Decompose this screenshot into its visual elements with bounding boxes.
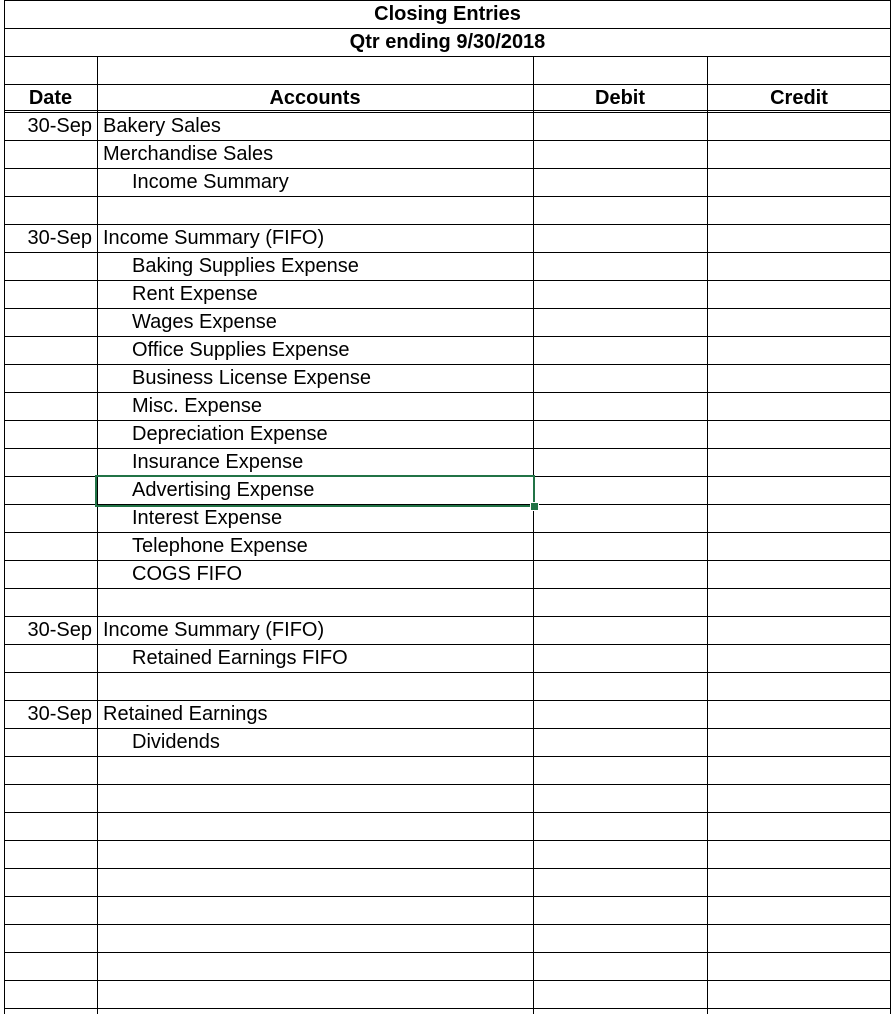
sheet-title: Closing Entries bbox=[374, 3, 521, 25]
table-row[interactable] bbox=[0, 560, 894, 588]
table-row[interactable] bbox=[0, 140, 894, 168]
table-row[interactable] bbox=[0, 448, 894, 476]
fill-handle[interactable] bbox=[530, 502, 539, 511]
grid-line-horizontal bbox=[4, 224, 891, 225]
table-row[interactable] bbox=[0, 392, 894, 420]
table-row[interactable] bbox=[0, 532, 894, 560]
grid-line-vertical bbox=[707, 56, 708, 1014]
table-row[interactable] bbox=[0, 588, 894, 616]
grid-line-horizontal bbox=[4, 280, 891, 281]
grid-line-horizontal bbox=[4, 110, 891, 111]
account-cell[interactable]: Telephone Expense bbox=[132, 535, 308, 557]
grid-line-vertical bbox=[4, 0, 5, 1014]
grid-line-horizontal bbox=[4, 896, 891, 897]
grid-line-horizontal bbox=[4, 588, 891, 589]
date-cell[interactable]: 30-Sep bbox=[27, 227, 92, 249]
table-row[interactable] bbox=[0, 196, 894, 224]
column-header-date[interactable]: Date bbox=[28, 87, 73, 109]
grid-line-horizontal bbox=[4, 784, 891, 785]
grid-line-horizontal bbox=[4, 812, 891, 813]
account-cell[interactable]: Bakery Sales bbox=[103, 115, 221, 137]
grid-line-horizontal bbox=[4, 252, 891, 253]
column-header-debit[interactable]: Debit bbox=[595, 87, 645, 109]
selected-cell[interactable] bbox=[95, 475, 535, 507]
account-cell[interactable]: Advertising Expense bbox=[132, 479, 315, 501]
account-cell[interactable]: Income Summary (FIFO) bbox=[103, 619, 325, 641]
account-cell[interactable]: Income Summary bbox=[132, 171, 289, 193]
table-row[interactable] bbox=[0, 280, 894, 308]
grid-line-horizontal bbox=[4, 168, 891, 169]
grid-line-horizontal bbox=[4, 840, 891, 841]
grid-line-vertical bbox=[533, 56, 534, 1014]
grid-line-horizontal bbox=[4, 84, 891, 85]
table-row[interactable] bbox=[0, 112, 894, 140]
table-row[interactable] bbox=[0, 224, 894, 252]
grid-line-vertical bbox=[890, 0, 891, 1014]
grid-line-horizontal bbox=[4, 980, 891, 981]
table-row[interactable] bbox=[0, 364, 894, 392]
sheet-subtitle: Qtr ending 9/30/2018 bbox=[349, 31, 546, 53]
grid-line-horizontal bbox=[4, 0, 891, 1]
table-row[interactable] bbox=[0, 616, 894, 644]
grid-line-horizontal bbox=[4, 560, 891, 561]
table-row[interactable] bbox=[0, 672, 894, 700]
grid-line-horizontal bbox=[4, 616, 891, 617]
table-row[interactable] bbox=[0, 644, 894, 672]
grid-line-horizontal bbox=[4, 700, 891, 701]
account-cell[interactable]: Merchandise Sales bbox=[103, 143, 274, 165]
account-cell[interactable]: Retained Earnings bbox=[103, 703, 268, 725]
date-cell[interactable]: 30-Sep bbox=[27, 619, 92, 641]
account-cell[interactable]: Wages Expense bbox=[132, 311, 277, 333]
grid-line-horizontal bbox=[4, 308, 891, 309]
grid-line-horizontal bbox=[4, 196, 891, 197]
account-cell[interactable]: Dividends bbox=[132, 731, 220, 753]
table-row[interactable] bbox=[0, 336, 894, 364]
account-cell[interactable]: Interest Expense bbox=[132, 507, 283, 529]
table-row[interactable] bbox=[0, 700, 894, 728]
grid-line-vertical bbox=[97, 56, 98, 1014]
grid-line-horizontal bbox=[4, 644, 891, 645]
table-row[interactable] bbox=[0, 728, 894, 756]
grid-line-horizontal bbox=[4, 728, 891, 729]
date-cell[interactable]: 30-Sep bbox=[27, 115, 92, 137]
grid-line-horizontal bbox=[4, 868, 891, 869]
grid-line-horizontal bbox=[4, 532, 891, 533]
account-cell[interactable]: Rent Expense bbox=[132, 283, 258, 305]
account-cell[interactable]: Office Supplies Expense bbox=[132, 339, 350, 361]
account-cell[interactable]: COGS FIFO bbox=[132, 563, 242, 585]
column-header-accounts[interactable]: Accounts bbox=[269, 87, 361, 109]
grid-line-horizontal bbox=[4, 28, 891, 29]
grid-line-horizontal bbox=[4, 1008, 891, 1009]
grid-line-horizontal bbox=[4, 392, 891, 393]
date-cell[interactable]: 30-Sep bbox=[27, 703, 92, 725]
grid-line-horizontal bbox=[4, 448, 891, 449]
table-row[interactable] bbox=[0, 308, 894, 336]
grid-line-horizontal bbox=[4, 364, 891, 365]
grid-line-horizontal bbox=[4, 140, 891, 141]
grid-line-horizontal bbox=[4, 924, 891, 925]
account-cell[interactable]: Income Summary (FIFO) bbox=[103, 227, 325, 249]
grid-line-horizontal bbox=[4, 56, 891, 57]
grid-line-horizontal bbox=[4, 952, 891, 953]
account-cell[interactable]: Baking Supplies Expense bbox=[132, 255, 359, 277]
grid-line-horizontal bbox=[4, 756, 891, 757]
account-cell[interactable]: Insurance Expense bbox=[132, 451, 304, 473]
account-cell[interactable]: Misc. Expense bbox=[132, 395, 263, 417]
column-header-credit[interactable]: Credit bbox=[770, 87, 828, 109]
table-row[interactable] bbox=[0, 504, 894, 532]
grid-line-horizontal bbox=[4, 112, 891, 113]
table-row[interactable] bbox=[0, 252, 894, 280]
grid-line-horizontal bbox=[4, 672, 891, 673]
account-cell[interactable]: Retained Earnings FIFO bbox=[132, 647, 348, 669]
account-cell[interactable]: Depreciation Expense bbox=[132, 423, 328, 445]
table-row[interactable] bbox=[0, 168, 894, 196]
grid-line-horizontal bbox=[4, 420, 891, 421]
account-cell[interactable]: Business License Expense bbox=[132, 367, 372, 389]
grid-line-horizontal bbox=[4, 336, 891, 337]
table-row[interactable] bbox=[0, 420, 894, 448]
